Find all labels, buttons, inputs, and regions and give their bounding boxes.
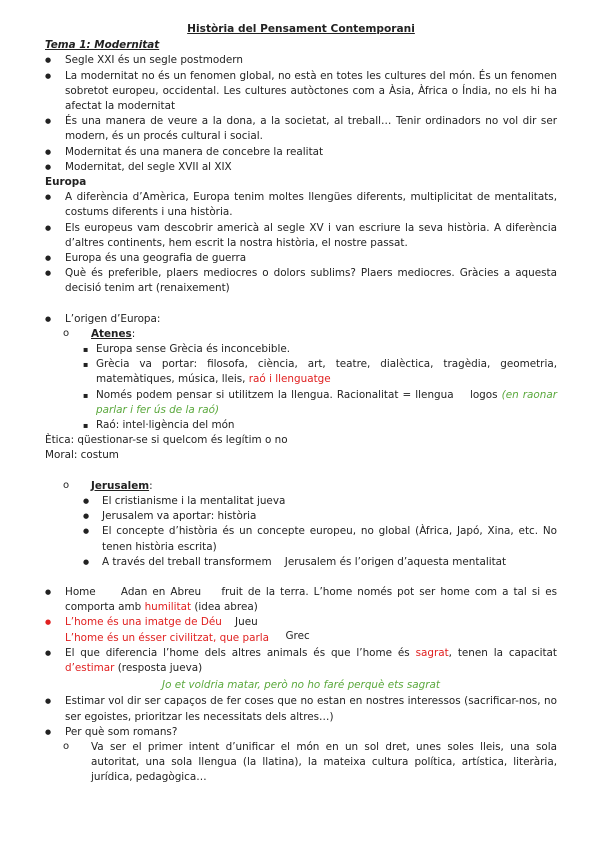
home-list [45, 585, 557, 676]
llengua-text: Només podem pensar si utilitzem la llengua. Racionalitat = llengua [96, 388, 454, 401]
estimar-text: d’estimar [65, 661, 115, 674]
list-item: ● Modernitat és una manera de concebre la realitat [45, 145, 557, 160]
list-item: ● A diferència d’Amèrica, Europa tenim moltes llengües diferents, multiplicitat de mentalitats, costums diferents i una història. [45, 190, 557, 220]
treball-text: A través del treball transformem [102, 555, 272, 568]
capacitat-text: , tenen la capacitat [448, 646, 557, 659]
list-item-nobullet [45, 631, 557, 646]
list-item: ● És una manera de veure a la dona, a la societat, al treball… Tenir ordinadors no vol dir ser modern, és un procés cultural i social. [45, 114, 557, 144]
origen-label: ● L’origen d’Europa: [45, 312, 557, 327]
jerusalem-label: Jerusalem [91, 479, 150, 492]
atenes-label: Atenes [91, 327, 132, 340]
list-item: ● Modernitat, del segle XVII al XIX [45, 160, 557, 175]
list-item: ● Europa és una geografia de guerra [45, 251, 557, 266]
tema1-list [45, 53, 557, 175]
list-item [45, 646, 557, 676]
grec-text: Grec [285, 629, 310, 642]
list-item: ● La modernitat no és un fenomen global, no està en totes les cultures del món. És un fenomen sobretot europeu, occidental. Les cultures autòctones com a Àsia, Àfrica o Índia, no els hi ha afectat la modernitat [45, 69, 557, 115]
grecia-text: Grècia va portar: filosofa, ciència, art, teatre, dialèctica, tragèdia, geometria, matemàtiques, música, lleis, [96, 358, 557, 386]
diferencia-text: El que diferencia l’home dels altres animals és que l’home és [65, 646, 410, 659]
terra-text: fruit de la terra. L’home només pot ser home com a tal si es comporta amb [65, 585, 557, 614]
resposta-text: (resposta jueva) [117, 661, 203, 674]
europa-heading: Europa [45, 176, 87, 189]
list-item: ● Què és preferible, plaers mediocres o dolors sublims? Plaers mediocres. Gràcies a aquesta decisió tenim art (renaixement) [45, 266, 557, 296]
jerusalem-colon: : [149, 479, 153, 492]
jerusalem-origen-text: Jerusalem és l’origen d’aquesta mentalitat [284, 555, 507, 568]
logos-note: (en raonar parlar i fer ús de la raó) [96, 388, 557, 416]
list-item [83, 388, 557, 418]
list-item: o Va ser el primer intent d’unificar el món en un sol dret, unes soles lleis, una sola autoritat, una sola llengua (la llatina), la mateixa cultura política, artística, literària, jurídica, pedagògica… [63, 740, 557, 786]
civilitzat-text: L’home és un ésser civilitzat, que parla [65, 631, 269, 644]
logos-text: logos [469, 388, 498, 401]
list-item: ● Els europeus vam descobrir americà al segle XV i van escriure la seva història. A diferència d’altres continents, hem escrit la nostra història, el nostre passat. [45, 221, 557, 251]
list-item: ▪ Europa sense Grècia és inconcebible. [83, 342, 557, 357]
sagrat-quote: Jo et voldria matar, però no ho faré perquè ets sagrat [162, 679, 440, 692]
etica-line: Ètica: qüestionar-se si quelcom és legítim o no [45, 434, 288, 447]
sagrat-text: sagrat [415, 646, 449, 659]
moral-line: Moral: costum [45, 449, 119, 462]
list-item [83, 357, 557, 387]
adan-text: Adan en Abreu [120, 585, 202, 598]
list-item [45, 585, 557, 615]
humilitat-text: humilitat [144, 601, 192, 614]
list-item: ▪ Raó: intel·ligència del món [83, 418, 557, 433]
idea-abrea-text: (idea abrea) [194, 601, 258, 614]
imatge-deu-text: L’home és una imatge de Déu [65, 616, 222, 629]
europa-list [45, 190, 557, 296]
list-item: ● Per què som romans? [45, 725, 557, 740]
list-item: ● Jerusalem va aportar: història [83, 509, 557, 524]
grecia-highlight: raó i llenguatge [248, 373, 331, 386]
list-item: ● El cristianisme i la mentalitat jueva [83, 494, 557, 509]
atenes-item [63, 327, 557, 342]
document-title: Història del Pensament Contemporani [187, 23, 415, 35]
jerusalem-list [45, 479, 557, 570]
list-item: ● El concepte d’història és un concepte europeu, no global (Àfrica, Japó, Xina, etc. No tenen història escrita) [83, 524, 557, 554]
origen-list [45, 312, 557, 434]
list-item [83, 555, 557, 570]
list-item: ● Segle XXI és un segle postmodern [45, 53, 557, 68]
tema1-heading: Tema 1: Modernitat [45, 39, 160, 52]
list-item [45, 615, 557, 630]
jueu-text: Jueu [235, 616, 258, 629]
list-item: ● Estimar vol dir ser capaços de fer coses que no estan en nostres interessos (sacrificar-nos, no ser egoistes, prioritzar les necessitats dels altres…) [45, 694, 557, 724]
document-page [45, 22, 557, 786]
home-list-2 [45, 694, 557, 785]
home-word: Home [65, 585, 96, 598]
atenes-colon: : [131, 327, 136, 340]
jerusalem-item [63, 479, 557, 494]
